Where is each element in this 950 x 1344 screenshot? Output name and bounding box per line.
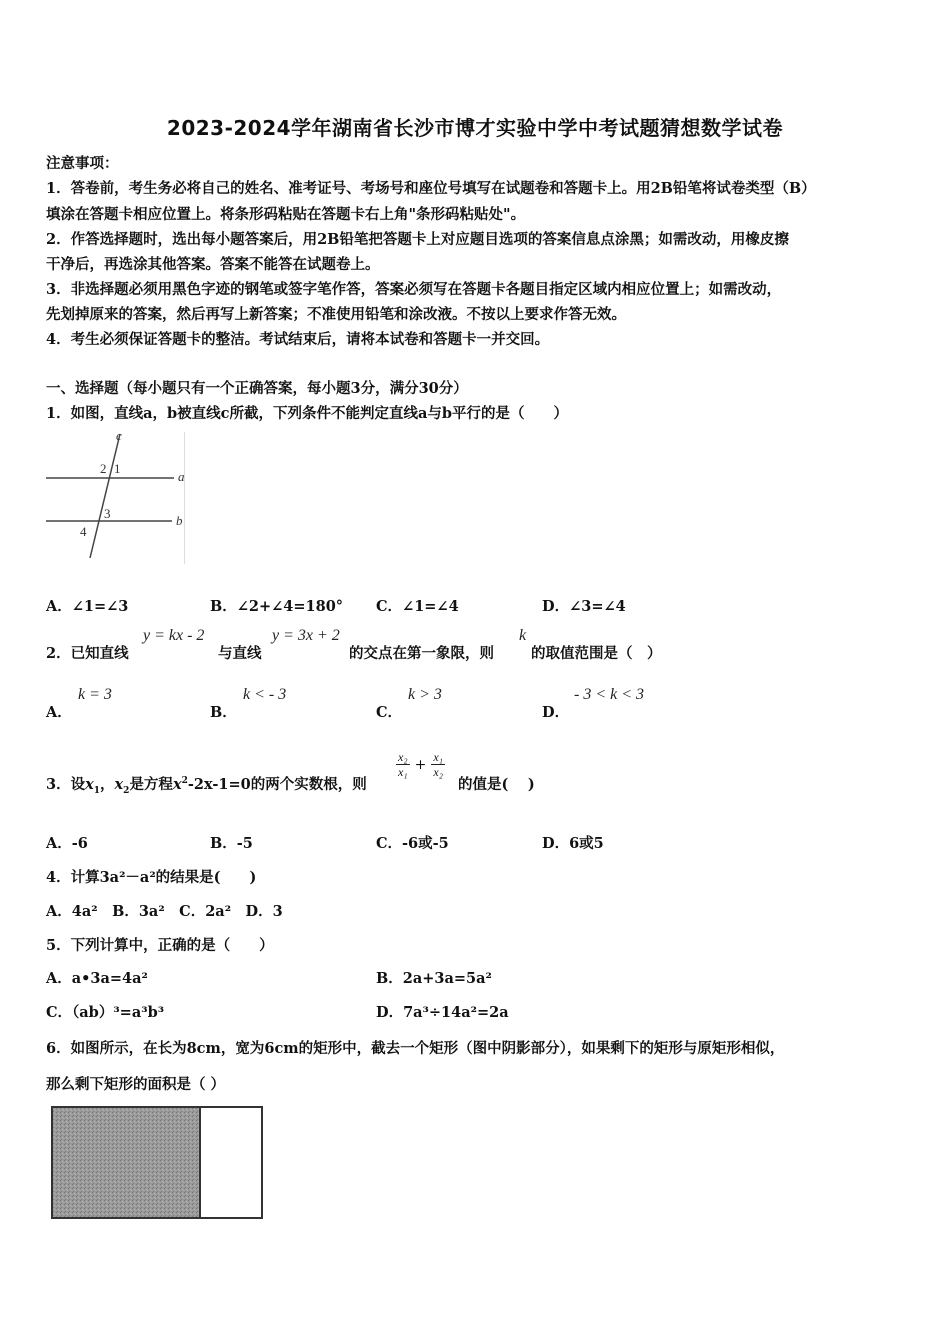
q2-option-c-letter: C． [376,704,403,721]
page-title: 2023-2024学年湖南省长沙市博才实验中学中考试题猜想数学试卷 [166,116,784,140]
q2-stem-part: 与直线 [218,645,262,662]
notice-line: 1．答卷前，考生务必将自己的姓名、准考证号、考场号和座位号填写在试题卷和答题卡上。用2B铅笔将试卷类型（B） [46,180,816,197]
q6-stem-line-2: 那么剩下矩形的面积是（ ） [46,1076,226,1093]
q3-stem-end: 的值是( ) [458,776,535,793]
question-1-stem: 1．如图，直线a，b被直线c所截，下列条件不能判定直线a与b平行的是（ ） [46,405,568,422]
q2-option-b-letter: B． [210,704,237,721]
remaining-rectangle [200,1107,262,1218]
label-c: c [116,428,122,443]
notice-line: 2．作答选择题时，选出每小题答案后，用2B铅笔把答题卡上对应题目选项的答案信息点涂黑；如需改动，用橡皮擦 [46,231,789,248]
q2-equation-2: y = 3x + 2 [272,627,340,644]
q1-option-b: B．∠2+∠4=180° [210,598,344,615]
q2-option-b: k < - 3 [243,686,287,703]
notice-line: 干净后，再选涂其他答案。答案不能答在试题卷上。 [46,256,380,273]
label-b: b [176,513,183,528]
q4-stem: 4．计算3a²－a²的结果是( ) [46,869,257,886]
notice-heading: 注意事项： [46,155,119,172]
angle-1: 1 [114,461,121,476]
angle-4: 4 [80,524,87,539]
q2-stem-part: 的取值范围是（ ） [531,645,662,662]
notice-line: 4．考生必须保证答题卡的整洁。考试结束后，请将本试卷和答题卡一并交回。 [46,331,550,348]
q6-stem-line-1: 6．如图所示，在长为8cm，宽为6cm的矩形中，截去一个矩形（图中阴影部分），如果剩下的矩形与原矩形相似， [46,1040,785,1057]
q5-option-a: A．a•3a=4a² [46,970,148,987]
notice-line: 填涂在答题卡相应位置上。将条形码粘贴在答题卡右上角"条形码粘贴处"。 [46,206,526,223]
q4-options: A．4a² B．3a² C．2a² D．3 [46,903,283,920]
q3-option-d: D．6或5 [542,835,604,852]
q2-stem-part: 2．已知直线 [46,645,129,662]
q5-option-c: C．（ab）³=a³b³ [46,1004,165,1021]
q2-option-a-letter: A． [46,704,72,721]
q3-option-a: A．-6 [46,835,88,852]
q2-equation-1: y = kx - 2 [143,627,205,644]
section-heading: 一、选择题（每小题只有一个正确答案，每小题3分，满分30分） [46,380,468,397]
angle-3: 3 [104,506,111,521]
q2-option-a: k = 3 [78,686,112,703]
q2-option-c: k > 3 [408,686,442,703]
q5-option-d: D．7a³÷14a²=2a [376,1004,509,1021]
rectangle-figure [48,1104,276,1224]
q2-stem-part: 的交点在第一象限，则 [349,645,494,662]
label-a: a [178,469,185,484]
q2-k: k [519,627,527,644]
notice-line: 先划掉原来的答案，然后再写上新答案；不准使用铅笔和涂改液。不按以上要求作答无效。 [46,306,626,323]
q3-option-c: C．-6或-5 [376,835,449,852]
q2-option-d: - 3 < k < 3 [574,686,645,703]
q3-option-b: B．-5 [210,835,253,852]
q3-fraction-expression: $\frac{\text{x₂}}{\text{x₁}}$ + $\frac{\text{x₁}}{\text{x₂}}$ [398,750,443,779]
q2-option-d-letter: D． [542,704,570,721]
q1-option-c: C．∠1=∠4 [376,598,459,615]
q5-stem: 5．下列计算中，正确的是（ ） [46,937,274,954]
parallel-lines-figure [44,428,192,566]
q1-option-a: A．∠1=∠3 [46,598,129,615]
angle-2: 2 [100,461,107,476]
notice-line: 3．非选择题必须用黑色字迹的钢笔或签字笔作答，答案必须写在答题卡各题目指定区域内相应位置上；如需改动， [46,281,782,298]
q5-option-b: B．2a+3a=5a² [376,970,492,987]
shaded-rectangle [52,1107,200,1218]
q1-option-d: D．∠3=∠4 [542,598,626,615]
q3-stem: 3．设$x_1$，$x_2$是方程$x^2-2x-1=0$的两个实数根，则 [46,776,367,796]
